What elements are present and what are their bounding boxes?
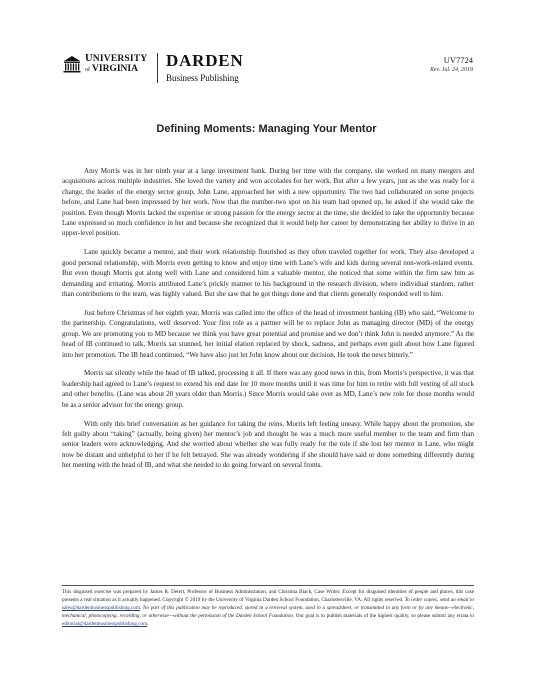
page-header bbox=[62, 52, 473, 88]
university-cap-u: U bbox=[85, 53, 93, 64]
case-identifier bbox=[430, 55, 473, 73]
darden-name: DARDEN bbox=[166, 51, 244, 70]
body-paragraph: Amy Morris was in her ninth year at a large investment bank. During her time with the company, she worked on many mergers and acquisitions across multiple industries. She loved the variety and won accolades for her work. But after a few years, just as she was ready for a change, the leader of the energy sector group, John Lane, approached her with a new opportunity. The two had collaborated on some projects before, and Lane had been impressed by her work. Now that the number-two spot on his team had opened up, he asked if she would take the position. Even though Morris lacked the expertise or strong passion for the energy sector at the time, she decided to take the opportunity because Lane expressed so much confidence in her and because she recognized that it would help her career by demonstrating her ability to thrive in an upper-level position. bbox=[62, 167, 474, 238]
rotunda-icon bbox=[62, 54, 82, 74]
footer-end: . bbox=[147, 621, 149, 627]
case-title: Defining Moments: Managing Your Mentor bbox=[156, 123, 377, 135]
footer-text: This disguised exercise was prepared by James R. Detert, Professor of Business Administration, and Christina Black, Case Writer. Except for disguised identities of people and places, this case presents a real situation as it actually happened. Copyright © 2019 by the University of Virginia Darden School Foundation, Charlottesville, VA. All rights reserved. bbox=[62, 589, 474, 603]
case-body bbox=[62, 166, 474, 479]
virginia-cap-v: V bbox=[92, 64, 99, 74]
footer-divider bbox=[62, 585, 474, 586]
sales-email-link[interactable]: sales@dardenbusinesspublishing.com bbox=[62, 605, 140, 611]
body-paragraph: Just before Christmas of her eighth year, Morris was called into the office of the head of investment banking (IB) who said, “Welcome to the partnership. Congratulations, well deserved. Your first role as a partner will be to replace John as managing director (MD) of the energy group. We are promoting you to MD because we think you have great potential and promise and we don’t think John is needed anymore.” As the head of IB continued to talk, Morris sat stunned, her initial elation replaced by shock, sadness, and perhaps even guilt about how Lane figured into her promotion. The IB head continued, “We have also just let John know about our decision. He took the news bitterly.” bbox=[62, 308, 474, 359]
copyright-footer bbox=[62, 588, 474, 628]
university-wordmark bbox=[85, 54, 147, 75]
uva-logo bbox=[62, 54, 147, 75]
header-divider bbox=[157, 53, 158, 83]
footer-order-text: To order copies, send an email to bbox=[404, 597, 474, 603]
footer-rights-text: . No part of this publication may be reproduced, stored in a retrieval system, used in a spreadsheet, or transmitted in any form or by any means—electronic, mechanical, photocopying, recording, or otherwise—without the permission of the Darden School Foundation. bbox=[62, 605, 474, 619]
revision-date: Rev. Jul. 24, 2019 bbox=[430, 67, 473, 73]
case-code: UV7724 bbox=[443, 55, 473, 65]
body-paragraph: Morris sat silently while the head of IB talked, processing it all. If there was any good news in this, from Morris’s perspective, it was that leadership had agreed to Lane’s request to extend his end date for 10 more months until it was time for him to retire with full vesting of all stock and other benefits. (Lane was about 20 years older than Morris.) Since Morris would take over as MD, Lane’s new role for those months would be as a senior advisor for the energy group. bbox=[62, 369, 474, 409]
university-word: NIVERSITY bbox=[92, 54, 148, 64]
virginia-word: IRGINIA bbox=[98, 64, 138, 74]
darden-subtitle: Business Publishing bbox=[166, 73, 239, 83]
body-paragraph: With only this brief conversation as her guidance for taking the reins, Morris left feeling uneasy. While happy about the promotion, she felt guilty about “taking” (actually, being given) her mentor’s job and thought he was a much more useful member to the team and firm than senior leaders were acknowledging. And she worried about whether she was fully ready for the role if she lost her mentor in Lane, who might now be distant and unhelpful to her if he felt betrayed. She was already wondering if she should have said or done something differently during her meeting with the head of IB, and what she needed to do going forward on several fronts. bbox=[62, 419, 474, 470]
footer-errata-text: Our goal is to publish materials of the highest quality, so please submit any errata to bbox=[294, 613, 474, 619]
body-paragraph: Lane quickly became a mentor, and their work relationship flourished as they often traveled together for work. They also developed a good personal relationship, with Morris even getting to know and enjoy time with Lane’s wife and kids during several non-work-related events. But even though Morris got along well with Lane and considered him a valuable mentor, she noticed that some within the firm saw him as demanding and irritating. Morris attributed Lane’s prickly manner to his background in the research division, where individual stardom, rather than contributions to the team, was highly valued. But she saw that he got things done and that clients generally responded well to him. bbox=[62, 248, 474, 298]
university-of: of bbox=[85, 67, 90, 73]
darden-logo bbox=[166, 52, 244, 83]
editorial-email-link[interactable]: editorial@dardenbusinesspublishing.com bbox=[62, 621, 148, 627]
